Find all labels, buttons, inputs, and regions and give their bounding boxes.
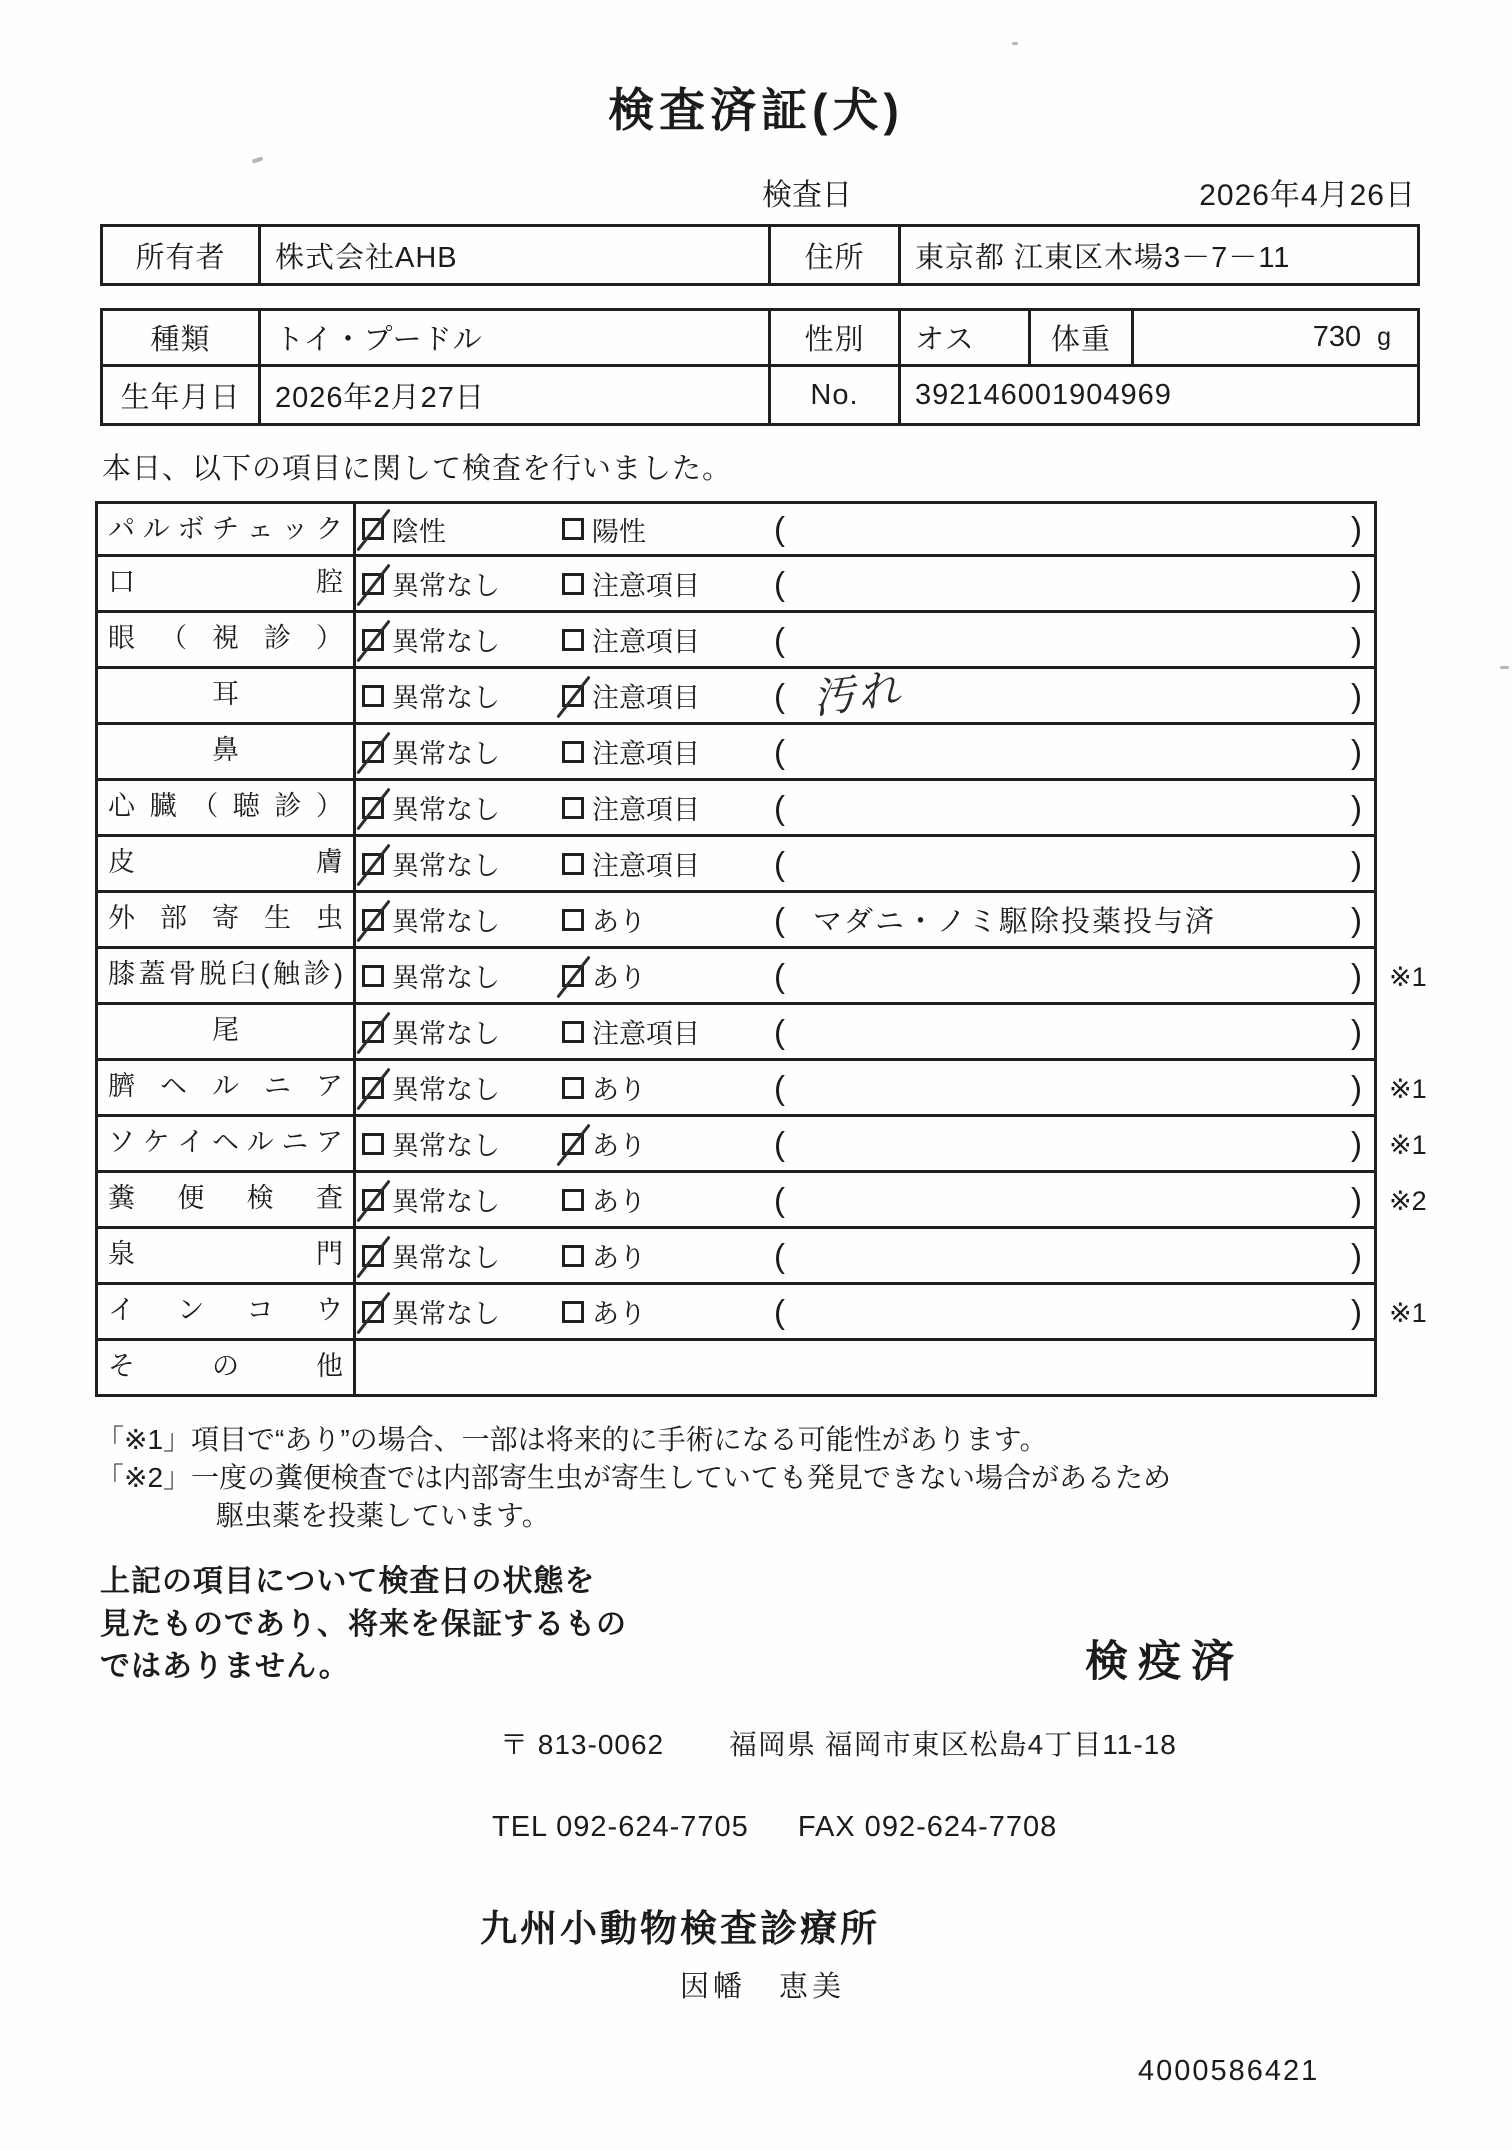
exam-options — [356, 504, 762, 554]
exam-option — [562, 1292, 762, 1331]
exam-note-cell — [762, 1229, 1374, 1282]
exam-option-label: 注意項目 — [592, 683, 700, 713]
checkbox-checked-icon — [562, 965, 584, 987]
exam-option-label: あり — [592, 1187, 646, 1217]
inspection-date-value: 2026年4月26日 — [1199, 179, 1416, 212]
exam-option-label: あり — [592, 1075, 646, 1105]
exam-item-label: そ の 他 — [98, 1341, 356, 1394]
exam-row-inner — [95, 949, 1377, 1005]
exam-row-inner — [95, 893, 1377, 949]
exam-note-cell — [762, 1173, 1374, 1226]
exam-option-label: あり — [592, 907, 646, 937]
exam-row — [95, 1061, 1512, 1117]
checkbox-unchecked-icon — [562, 853, 584, 875]
checkbox-unchecked-icon — [562, 1189, 584, 1211]
exam-option-label: あり — [592, 1299, 646, 1329]
exam-option — [362, 900, 562, 939]
inspection-date-label: 検査日 — [762, 179, 852, 212]
checkbox-checked-icon — [362, 573, 384, 595]
clinic-postal-code: 〒 813-0062 — [500, 1729, 665, 1761]
disclaimer-line-3: ではありません。 — [100, 1650, 350, 1684]
exam-option — [562, 1124, 762, 1163]
exam-item-label: 泉 門 — [98, 1229, 356, 1282]
exam-options — [356, 1229, 762, 1282]
checkbox-checked-icon — [362, 1245, 384, 1267]
clinic-address: 福岡県 福岡市東区松島4丁目11-18 — [728, 1729, 1177, 1761]
exam-item-label: 心 臓 （ 聴 診 ） — [98, 781, 356, 834]
checkbox-checked-icon — [362, 629, 384, 651]
checkbox-unchecked-icon — [362, 965, 384, 987]
birthdate-label: 生年月日 — [120, 381, 241, 414]
inspection-date-row — [100, 170, 1416, 214]
exam-row-mark: ※1 — [1389, 961, 1427, 992]
weight-value: 730 — [1312, 321, 1362, 353]
exam-row-mark — [1377, 893, 1452, 949]
paren-close: ) — [1351, 564, 1362, 602]
checkbox-unchecked-icon — [562, 1245, 584, 1267]
paren-open: ( — [774, 1292, 785, 1330]
paren-open: ( — [774, 1180, 785, 1218]
exam-note-cell — [762, 504, 1374, 554]
exam-item-label: イ ン コ ウ — [98, 1285, 356, 1338]
exam-options — [356, 1173, 762, 1226]
exam-row-mark — [1377, 557, 1452, 613]
paren-open: ( — [774, 564, 785, 602]
exam-note-cell — [762, 1061, 1374, 1114]
exam-options — [356, 613, 762, 666]
exam-row — [95, 501, 1512, 557]
exam-row-mark — [1377, 501, 1452, 557]
exam-row-inner — [95, 1229, 1377, 1285]
exam-row — [95, 663, 1512, 725]
exam-row-mark — [1377, 1005, 1452, 1061]
exam-option-label: 異常なし — [392, 571, 500, 601]
exam-row-mark — [1377, 1341, 1452, 1397]
exam-option — [362, 510, 562, 549]
exam-option — [562, 788, 762, 827]
paren-open: ( — [774, 676, 785, 714]
exam-option-label: 異常なし — [392, 739, 500, 769]
exam-row-mark: ※1 — [1389, 1129, 1427, 1160]
exam-option — [562, 564, 762, 603]
exam-option — [362, 620, 562, 659]
exam-option — [362, 676, 562, 715]
exam-option-label: 異常なし — [392, 795, 500, 825]
exam-options — [356, 949, 762, 1002]
exam-item-label: 耳 — [98, 669, 356, 722]
birthdate-value: 2026年2月27日 — [258, 367, 768, 423]
exam-option-label: 注意項目 — [592, 571, 700, 601]
checkbox-checked-icon — [362, 1189, 384, 1211]
exam-option-label: あり — [592, 1243, 646, 1273]
exam-row-inner — [95, 725, 1377, 781]
paren-close: ) — [1351, 1236, 1362, 1274]
exam-option-label: あり — [592, 1131, 646, 1161]
checkbox-checked-icon — [362, 1077, 384, 1099]
exam-note-cell — [362, 1341, 1374, 1394]
exam-options — [356, 1005, 762, 1058]
page-title: 検査済証(犬) — [608, 84, 904, 136]
paren-close: ) — [1351, 1292, 1362, 1330]
checkbox-checked-icon — [362, 797, 384, 819]
exam-row-mark — [1377, 1229, 1452, 1285]
handwritten-note: 汚れ — [810, 663, 906, 723]
exam-options — [356, 725, 762, 778]
exam-option — [362, 1180, 562, 1219]
scan-artifact — [1500, 666, 1509, 669]
exam-options — [356, 669, 762, 722]
weight-value-cell — [1131, 311, 1417, 364]
exam-option — [362, 732, 562, 771]
clinic-name: 九州小動物検査診療所 — [480, 1908, 880, 1950]
paren-open: ( — [774, 732, 785, 770]
exam-row — [95, 557, 1512, 613]
checkbox-unchecked-icon — [562, 1301, 584, 1323]
serial-number: 4000586421 — [1138, 2055, 1320, 2088]
checkbox-checked-icon — [562, 1133, 584, 1155]
exam-option — [362, 844, 562, 883]
exam-row — [95, 1229, 1512, 1285]
exam-table — [95, 501, 1512, 1397]
exam-option — [362, 564, 562, 603]
paren-open: ( — [774, 1236, 785, 1274]
exam-option-label: あり — [592, 963, 646, 993]
owner-value: 株式会社AHB — [258, 227, 768, 283]
checkbox-unchecked-icon — [362, 685, 384, 707]
exam-options — [356, 893, 762, 946]
exam-note-cell — [762, 949, 1374, 1002]
exam-option-label: 注意項目 — [592, 627, 700, 657]
checkbox-unchecked-icon — [562, 1077, 584, 1099]
exam-row-inner — [95, 1005, 1377, 1061]
paren-close: ) — [1351, 620, 1362, 658]
exam-option-label: 異常なし — [392, 1131, 500, 1161]
paren-close: ) — [1351, 1124, 1362, 1162]
exam-option — [362, 1292, 562, 1331]
exam-item-label: 糞 便 検 査 — [98, 1173, 356, 1226]
exam-item-label: 膝蓋骨脱臼(触診) — [98, 949, 356, 1002]
exam-row-inner — [95, 1285, 1377, 1341]
exam-options — [356, 557, 762, 610]
exam-options — [356, 1061, 762, 1114]
checkbox-unchecked-icon — [562, 518, 584, 540]
exam-row-mark — [1377, 725, 1452, 781]
exam-option-label: 異常なし — [392, 963, 500, 993]
weight-label: 体重 — [1028, 311, 1131, 364]
quarantine-stamp: 検疫済 — [1085, 1638, 1244, 1687]
paren-close: ) — [1351, 510, 1362, 547]
disclaimer-text — [100, 1561, 627, 1689]
no-value: 392146001904969 — [898, 367, 1417, 423]
exam-option — [562, 1068, 762, 1107]
exam-row-inner — [95, 1061, 1377, 1117]
exam-row-inner — [95, 613, 1377, 669]
exam-row-inner — [95, 1341, 1377, 1397]
footnote-2-continued: 駆虫薬を投薬しています。 — [216, 1500, 550, 1532]
exam-note-cell — [762, 1117, 1374, 1170]
checkbox-checked-icon — [562, 685, 584, 707]
paren-open: ( — [774, 900, 785, 938]
exam-option — [562, 844, 762, 883]
checkbox-checked-icon — [362, 1021, 384, 1043]
paren-close: ) — [1351, 732, 1362, 770]
exam-option — [562, 732, 762, 771]
checkbox-unchecked-icon — [562, 1021, 584, 1043]
exam-row-inner — [95, 557, 1377, 613]
exam-option-label: 注意項目 — [592, 795, 700, 825]
exam-row-inner — [95, 663, 1377, 725]
exam-item-label: 皮 膚 — [98, 837, 356, 890]
checkbox-unchecked-icon — [562, 629, 584, 651]
paren-open: ( — [774, 956, 785, 994]
owner-label: 所有者 — [135, 241, 226, 274]
exam-option-label: 異常なし — [392, 627, 500, 657]
exam-option — [362, 1124, 562, 1163]
exam-note-cell — [762, 725, 1374, 778]
exam-item-label: 眼 （ 視 診 ） — [98, 613, 356, 666]
checkbox-checked-icon — [362, 1301, 384, 1323]
table-gap — [0, 286, 1512, 308]
address-value: 東京都 江東区木場3－7－11 — [898, 227, 1417, 283]
checkbox-unchecked-icon — [562, 741, 584, 763]
exam-row-mark — [1377, 837, 1452, 893]
exam-note-cell — [762, 781, 1374, 834]
exam-options — [356, 837, 762, 890]
exam-options — [356, 1285, 762, 1338]
exam-row-mark: ※1 — [1389, 1073, 1427, 1104]
scan-artifact — [252, 156, 264, 163]
footnotes — [96, 1421, 1512, 1535]
exam-note-cell — [762, 893, 1374, 946]
disclaimer-line-2: 見たものであり、将来を保証するもの — [100, 1607, 627, 1641]
breed-value: トイ・プードル — [258, 311, 768, 364]
exam-note-cell — [762, 1005, 1374, 1058]
exam-row — [95, 949, 1512, 1005]
exam-option — [362, 788, 562, 827]
disclaimer-row — [100, 1561, 1512, 1689]
clinic-tel: TEL 092-624-7705 — [492, 1811, 749, 1844]
exam-note-cell — [762, 557, 1374, 610]
checkbox-checked-icon — [362, 741, 384, 763]
exam-row-inner — [95, 1173, 1377, 1229]
exam-option — [562, 676, 762, 715]
exam-row — [95, 1285, 1512, 1341]
exam-option-label: 異常なし — [392, 1075, 500, 1105]
exam-option-label: 注意項目 — [592, 739, 700, 769]
paren-open: ( — [774, 620, 785, 658]
checkbox-unchecked-icon — [562, 909, 584, 931]
exam-row — [95, 1341, 1512, 1397]
exam-option — [562, 510, 762, 549]
exam-option-label: 異常なし — [392, 1187, 500, 1217]
footnote-1: 「※1」項目で“あり”の場合、一部は将来的に手術になる可能性があります。 — [96, 1424, 1048, 1455]
paren-open: ( — [774, 844, 785, 882]
exam-option — [362, 1236, 562, 1275]
exam-option-label: 陰性 — [392, 516, 446, 547]
exam-option — [562, 620, 762, 659]
exam-option — [362, 1068, 562, 1107]
exam-option-label: 異常なし — [392, 683, 500, 713]
scan-artifact — [1012, 42, 1018, 45]
paren-open: ( — [774, 1124, 785, 1162]
exam-option-label: 注意項目 — [592, 851, 700, 881]
paren-open: ( — [774, 1068, 785, 1106]
checkbox-unchecked-icon — [562, 797, 584, 819]
exam-note-cell — [762, 837, 1374, 890]
exam-option — [562, 1180, 762, 1219]
exam-option — [362, 956, 562, 995]
exam-row — [95, 613, 1512, 669]
sex-value: オス — [898, 311, 1028, 364]
paren-close: ) — [1351, 1068, 1362, 1106]
checkbox-unchecked-icon — [362, 1133, 384, 1155]
weight-unit: g — [1377, 323, 1391, 351]
paren-close: ) — [1351, 1012, 1362, 1050]
exam-row — [95, 837, 1512, 893]
checkbox-checked-icon — [362, 518, 384, 540]
exam-option — [562, 956, 762, 995]
exam-row-mark — [1377, 669, 1452, 725]
exam-row — [95, 725, 1512, 781]
paren-close: ) — [1351, 676, 1362, 714]
checkbox-checked-icon — [362, 853, 384, 875]
exam-row-inner — [95, 501, 1377, 557]
exam-item-label: ソ ケ イ ヘ ル ニ ア — [98, 1117, 356, 1170]
exam-row-inner — [95, 1117, 1377, 1173]
footnote-2: 「※2」一度の糞便検査では内部寄生虫が寄生していても発見できない場合があるため — [96, 1462, 1172, 1494]
exam-option-label: 異常なし — [392, 851, 500, 881]
exam-item-label: パ ル ボ チ ェ ッ ク — [98, 504, 356, 554]
exam-item-label: 尾 — [98, 1005, 356, 1058]
clinic-fax: FAX 092-624-7708 — [797, 1811, 1058, 1844]
exam-row — [95, 893, 1512, 949]
exam-row-mark — [1377, 613, 1452, 669]
owner-table — [100, 224, 1420, 286]
clinic-postal-line — [500, 1723, 1512, 1763]
exam-option — [362, 1012, 562, 1051]
exam-option — [562, 1012, 762, 1051]
paren-close: ) — [1351, 1180, 1362, 1218]
exam-row-mark — [1377, 781, 1452, 837]
exam-row-inner — [95, 781, 1377, 837]
exam-note-text: マダニ・ノミ駆除投薬投与済 — [813, 906, 1217, 938]
clinic-contact-line — [492, 1811, 1512, 1844]
exam-row — [95, 1117, 1512, 1173]
checkbox-checked-icon — [362, 909, 384, 931]
exam-option — [562, 1236, 762, 1275]
paren-close: ) — [1351, 900, 1362, 938]
paren-close: ) — [1351, 788, 1362, 826]
exam-item-label: 外 部 寄 生 虫 — [98, 893, 356, 946]
sex-label: 性別 — [768, 311, 898, 364]
paren-open: ( — [774, 1012, 785, 1050]
exam-option-label: 注意項目 — [592, 1019, 700, 1049]
exam-option — [562, 900, 762, 939]
pet-table — [100, 308, 1420, 426]
paren-close: ) — [1351, 956, 1362, 994]
exam-options — [356, 1117, 762, 1170]
exam-item-label: 口 腔 — [98, 557, 356, 610]
exam-item-label: 臍 ヘ ル ニ ア — [98, 1061, 356, 1114]
exam-option-label: 異常なし — [392, 1299, 500, 1329]
paren-close: ) — [1351, 844, 1362, 882]
exam-row — [95, 1005, 1512, 1061]
exam-note-cell — [762, 613, 1374, 666]
breed-label: 種類 — [150, 324, 211, 356]
intro-text: 本日、以下の項目に関して検査を行いました。 — [102, 453, 733, 485]
inspector-name: 因幡 恵美 — [680, 1971, 846, 2004]
exam-option-label: 異常なし — [392, 907, 500, 937]
exam-row-inner — [95, 837, 1377, 893]
paren-open: ( — [774, 510, 785, 547]
exam-options — [356, 781, 762, 834]
exam-note-cell — [762, 663, 1374, 723]
exam-row — [95, 781, 1512, 837]
exam-option-label: 異常なし — [392, 1243, 500, 1273]
exam-note-cell — [762, 1285, 1374, 1338]
no-label: No. — [768, 367, 898, 423]
exam-row-mark: ※1 — [1389, 1297, 1427, 1328]
exam-option-label: 陽性 — [592, 516, 646, 547]
exam-row-mark: ※2 — [1389, 1185, 1427, 1216]
paren-open: ( — [774, 788, 785, 826]
exam-item-label: 鼻 — [98, 725, 356, 778]
checkbox-unchecked-icon — [562, 573, 584, 595]
exam-row — [95, 1173, 1512, 1229]
exam-option-label: 異常なし — [392, 1019, 500, 1049]
address-label: 住所 — [768, 227, 898, 283]
disclaimer-line-1: 上記の項目について検査日の状態を — [100, 1565, 596, 1599]
